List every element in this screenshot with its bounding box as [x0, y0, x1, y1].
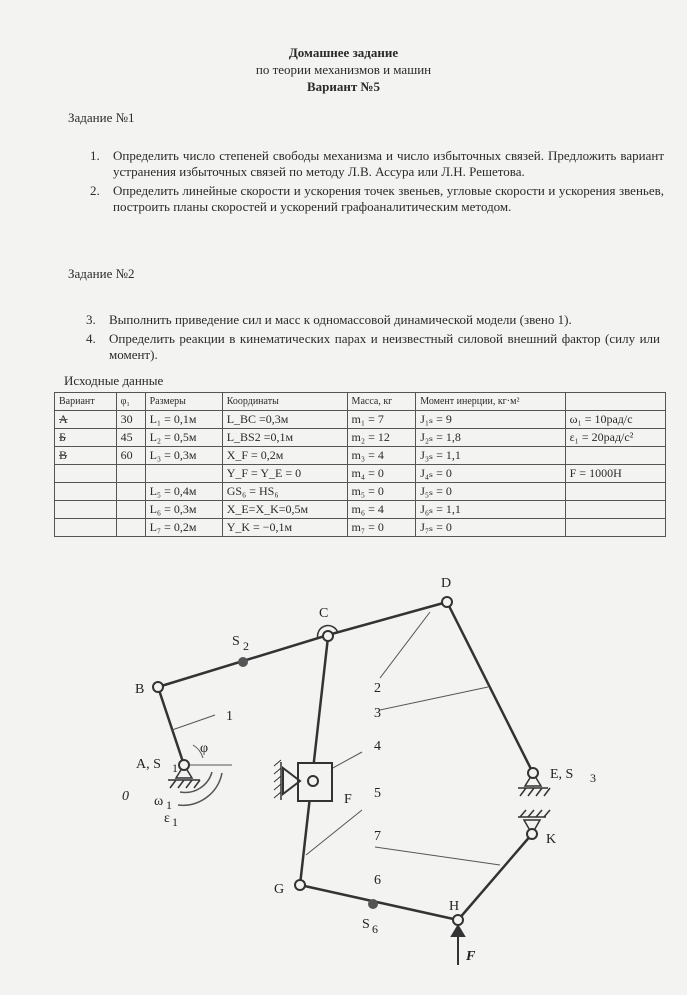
table-cell: ε₁ = 20рад/с² — [565, 429, 665, 447]
label-link-1: 1 — [226, 709, 233, 724]
label-zero: 0 — [122, 789, 129, 804]
table-cell — [565, 519, 665, 537]
table-cell — [55, 501, 117, 519]
table-cell: Y_F = Y_E = 0 — [222, 465, 347, 483]
leader-1 — [172, 715, 215, 730]
mass-center-S6 — [368, 899, 378, 909]
label-link-6: 6 — [374, 873, 381, 888]
task-item-text: Выполнить приведение сил и масс к одномассовой динамической модели (звено 1). — [109, 312, 572, 327]
leader-7 — [375, 847, 500, 865]
header-variant: Вариант №5 — [306, 79, 381, 94]
label-E-S3-sub: 3 — [590, 771, 596, 785]
task2-list — [80, 312, 660, 366]
table-cell: 45 — [116, 429, 145, 447]
table-cell: J₃ₛ = 1,1 — [416, 447, 565, 465]
link-2-upper — [328, 602, 447, 635]
label-link-5: 5 — [374, 786, 381, 801]
table-cell — [55, 465, 117, 483]
label-force-F: F — [466, 949, 476, 964]
omega-arc — [180, 772, 212, 792]
table-cell — [55, 519, 117, 537]
table-cell — [116, 483, 145, 501]
label-S6-sub: 6 — [372, 922, 378, 936]
table-cell: L_BC =0,3м — [222, 411, 347, 429]
task-item — [84, 183, 664, 215]
force-arrow-F — [452, 926, 464, 965]
label-G: G — [274, 882, 285, 897]
label-E-S3: E, S — [550, 767, 574, 782]
label-A-S1: A, S — [136, 757, 161, 772]
task-item-number: 2. — [90, 183, 100, 198]
task-item-text: Определить реакции в кинематических парах и неизвестный силовой внешний фактор (силу или момент). — [109, 331, 660, 362]
table-row — [55, 465, 666, 483]
label-A-S1-sub: 1 — [172, 761, 178, 775]
table-cell: J₇ₛ = 0 — [416, 519, 565, 537]
label-S2: S — [232, 634, 240, 649]
label-link-2: 2 — [374, 681, 381, 696]
table-cell: L₆ = 0,3м — [145, 501, 222, 519]
table-header-row — [55, 393, 666, 411]
table-row — [55, 519, 666, 537]
table-cell: J₂ₛ = 1,8 — [416, 429, 565, 447]
table-cell — [565, 483, 665, 501]
label-S6: S — [362, 917, 370, 932]
table-cell: m₆ = 4 — [347, 501, 416, 519]
task-item-text: Определить линейные скорости и ускорения точек звеньев, угловые скорости и ускорения звеньев, построить планы скоростей и ускорений графоаналитическим методом. — [113, 183, 664, 214]
table-cell — [116, 519, 145, 537]
label-phi: φ — [200, 741, 209, 756]
joint-H — [453, 915, 463, 925]
table-cell: Y_K = −0,1м — [222, 519, 347, 537]
table-cell: Б — [55, 429, 117, 447]
table-header-cell — [565, 393, 665, 411]
task-item-number: 4. — [86, 331, 96, 346]
table-cell: L₃ = 0,3м — [145, 447, 222, 465]
table-header-cell: Момент инерции, кг·м² — [416, 393, 565, 411]
task-item — [80, 331, 660, 363]
table-cell: L₇ = 0,2м — [145, 519, 222, 537]
mechanism-diagram — [0, 560, 687, 995]
table-cell — [565, 447, 665, 465]
label-omega: ω — [154, 794, 164, 809]
table-row — [55, 501, 666, 519]
table-cell: m₄ = 0 — [347, 465, 416, 483]
link-7-bar — [458, 834, 532, 920]
table-row — [55, 411, 666, 429]
label-link-3: 3 — [374, 706, 381, 721]
label-F-slider: F — [344, 792, 352, 807]
label-D: D — [441, 576, 452, 591]
joint-G — [295, 880, 305, 890]
link-6-bar — [300, 885, 458, 920]
table-cell: ω₁ = 10рад/с — [565, 411, 665, 429]
table-cell — [565, 501, 665, 519]
joint-E — [528, 768, 538, 778]
label-epsilon-sub: 1 — [172, 815, 178, 829]
slider-F — [274, 760, 332, 801]
table-row — [55, 483, 666, 501]
leader-3 — [380, 687, 488, 710]
table-cell — [116, 465, 145, 483]
label-epsilon: ε — [164, 811, 170, 826]
joint-D — [442, 597, 452, 607]
table-cell: 60 — [116, 447, 145, 465]
table-cell: L₂ = 0,5м — [145, 429, 222, 447]
joint-K — [527, 829, 537, 839]
table-header-cell: Размеры — [145, 393, 222, 411]
task1-list — [84, 148, 664, 218]
label-B: B — [135, 682, 145, 697]
joint-C — [323, 631, 333, 641]
table-header-cell: φ₁ — [116, 393, 145, 411]
table-cell: L₅ = 0,4м — [145, 483, 222, 501]
task-item-text: Определить число степеней свободы механизма и число избыточных связей. Предложить вариант устранения избыточных связей по методу Л.В. Ассура или Л.Н. Решетова. — [113, 148, 664, 179]
task-item — [84, 148, 664, 180]
label-S2-sub: 2 — [243, 639, 249, 653]
task-item-number: 3. — [86, 312, 96, 327]
table-header-cell: Масса, кг — [347, 393, 416, 411]
table-cell — [55, 483, 117, 501]
joint-B — [153, 682, 163, 692]
link-1-crank — [158, 687, 184, 765]
table-cell — [116, 501, 145, 519]
table-cell: L_BS2 =0,1м — [222, 429, 347, 447]
table-cell: m₂ = 12 — [347, 429, 416, 447]
label-link-4: 4 — [374, 739, 381, 754]
label-H: H — [449, 899, 460, 914]
table-cell: J₅ₛ = 0 — [416, 483, 565, 501]
table-cell: L₁ = 0,1м — [145, 411, 222, 429]
table-cell: X_E=X_K=0,5м — [222, 501, 347, 519]
table-header-cell: Вариант — [55, 393, 117, 411]
label-omega-sub: 1 — [166, 798, 172, 812]
link-5-rod — [300, 637, 328, 885]
source-data-table — [54, 392, 666, 537]
link-3-rocker — [447, 602, 533, 773]
table-cell: m₅ = 0 — [347, 483, 416, 501]
task2-title: Задание №2 — [68, 266, 135, 281]
label-link-7: 7 — [374, 829, 381, 844]
leader-5 — [306, 810, 362, 855]
table-caption: Исходные данные — [64, 373, 164, 388]
table-row — [55, 447, 666, 465]
leader-2 — [380, 612, 430, 678]
table-cell — [145, 465, 222, 483]
header-title: Домашнее задание — [288, 45, 399, 60]
mass-center-S2 — [238, 657, 248, 667]
table-header-cell: Координаты — [222, 393, 347, 411]
label-C: C — [319, 606, 329, 621]
task-item — [80, 312, 660, 328]
table-row — [55, 429, 666, 447]
table-cell: X_F = 0,2м — [222, 447, 347, 465]
table-cell: m₁ = 7 — [347, 411, 416, 429]
task-item-number: 1. — [90, 148, 100, 163]
table-cell: m₃ = 4 — [347, 447, 416, 465]
table-cell: m₇ = 0 — [347, 519, 416, 537]
table-cell: 30 — [116, 411, 145, 429]
label-K: K — [546, 832, 557, 847]
table-cell: J₄ₛ = 0 — [416, 465, 565, 483]
table-cell: J₆ₛ = 1,1 — [416, 501, 565, 519]
table-cell: GS₆ = HS₆ — [222, 483, 347, 501]
header-subject: по теории механизмов и машин — [255, 62, 432, 77]
table-cell: А — [55, 411, 117, 429]
table-cell: F = 1000Н — [565, 465, 665, 483]
joint-A — [179, 760, 189, 770]
table-cell: В — [55, 447, 117, 465]
task1-title: Задание №1 — [68, 110, 135, 125]
table-cell: J₁ₛ = 9 — [416, 411, 565, 429]
